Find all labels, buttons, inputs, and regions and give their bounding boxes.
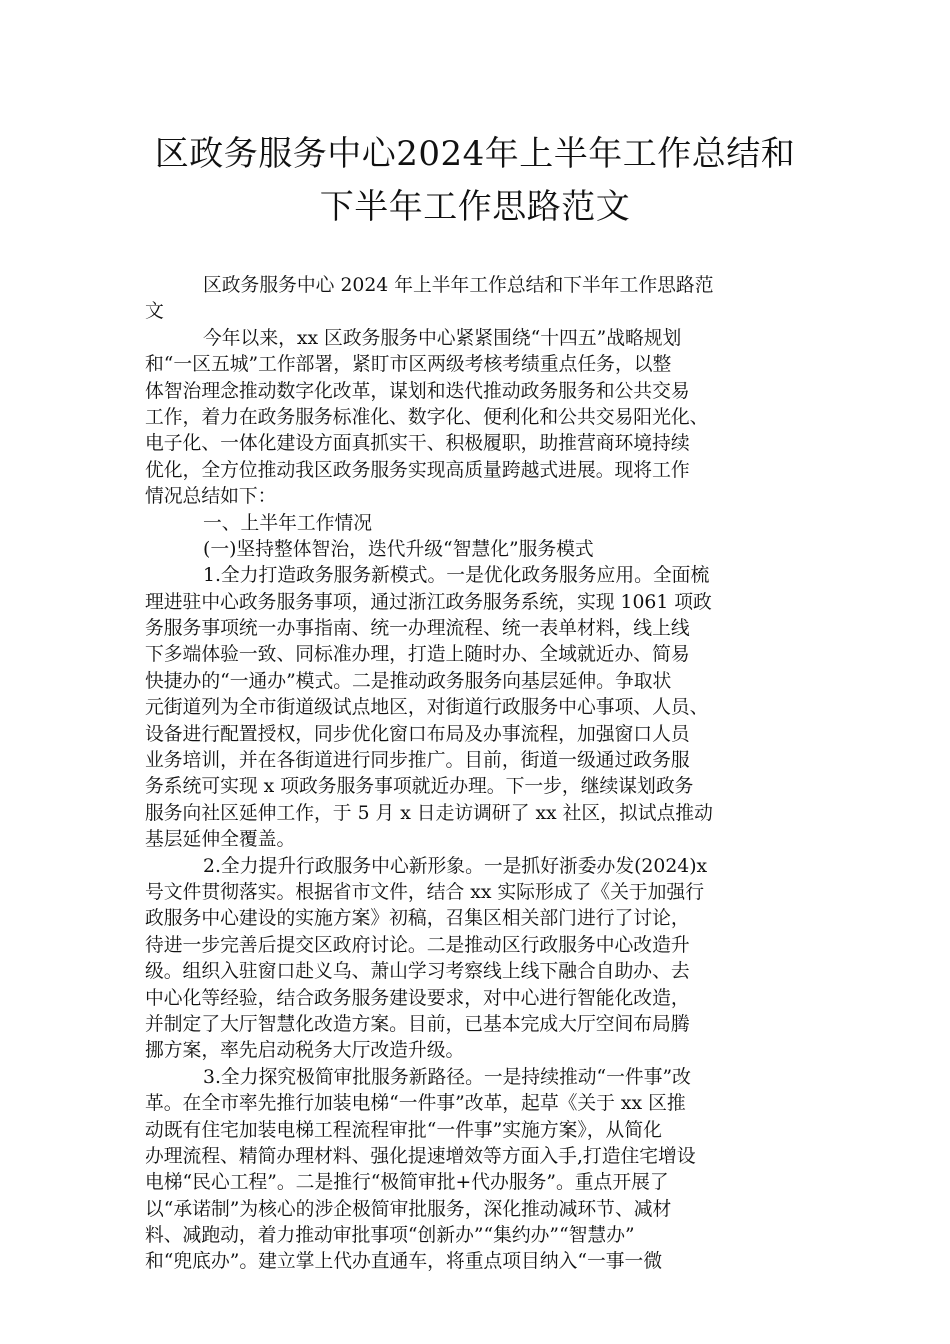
body-line: 电梯“民心工程”。二是推行“极简审批+代办服务”。重点开展了: [145, 1172, 669, 1194]
title-line-1: 区政务服务中心2024年上半年工作总结和: [154, 134, 796, 174]
body-line: 2.全力提升行政服务中心新形象。一是抓好浙委办发(2024)x: [203, 855, 708, 877]
body-line: 和“兜底办”。建立掌上代办直通车，将重点项目纳入“一事一微: [145, 1251, 663, 1273]
body-line: 元街道列为全市街道级试点地区，对街道行政服务中心事项、人员、: [145, 697, 709, 719]
body-line: 中心化等经验，结合政务服务建设要求，对中心进行智能化改造，: [145, 987, 690, 1009]
body-line: 1.全力打造政务服务新模式。一是优化政务服务应用。全面梳: [203, 565, 710, 587]
body-line: 一、上半年工作情况: [203, 512, 373, 534]
body-line: 动既有住宅加装电梯工程流程审批“一件事”实施方案》，从简化: [145, 1119, 662, 1141]
body-line: 以“承诺制”为核心的涉企极简审批服务，深化推动减环节、减材: [145, 1198, 672, 1220]
body-line: 务系统可实现 x 项政务服务事项就近办理。下一步，继续谋划政务: [145, 776, 694, 798]
body-line: 待进一步完善后提交区政府讨论。二是推动区行政服务中心改造升: [145, 934, 690, 956]
document-body: [145, 273, 807, 1276]
title-line-2: 下半年工作思路范文: [319, 187, 631, 227]
body-line: 挪方案，率先启动税务大厅改造升级。: [145, 1040, 465, 1062]
body-line: 优化，全方位推动我区政务服务实现高质量跨越式进展。现将工作: [145, 459, 690, 481]
body-line: 政服务中心建设的实施方案》初稿，召集区相关部门进行了讨论，: [145, 908, 690, 930]
body-line: 3.全力探究极简审批服务新路径。一是持续推动“一件事”改: [203, 1066, 691, 1088]
body-line: 和“一区五城”工作部署，紧盯市区两级考核考绩重点任务，以整: [145, 354, 672, 376]
body-line: 基层延伸全覆盖。: [145, 829, 296, 851]
body-line: 文: [145, 301, 164, 323]
body-line: 并制定了大厅智慧化改造方案。目前，已基本完成大厅空间布局腾: [145, 1013, 690, 1035]
document-title: [120, 128, 830, 234]
body-line: 号文件贯彻落实。根据省市文件，结合 xx 实际形成了《关于加强行: [145, 881, 704, 903]
body-line: 下多端体验一致、同标准办理，打造上随时办、全域就近办、简易: [145, 644, 690, 666]
body-line: 料、减跑动，着力推动审批事项“创新办”“集约办”“智慧办”: [145, 1225, 635, 1247]
body-line: 区政务服务中心 2024 年上半年工作总结和下半年工作思路范: [203, 275, 714, 296]
body-line: 革。在全市率先推行加装电梯“一件事”改革，起草《关于 xx 区推: [145, 1093, 686, 1115]
body-line: 务服务事项统一办事指南、统一办理流程、统一表单材料，线上线: [145, 618, 690, 640]
body-line: 工作，着力在政务服务标准化、数字化、便利化和公共交易阳光化、: [145, 406, 709, 428]
body-line: 理进驻中心政务服务事项，通过浙江政务服务系统，实现 1061 项政: [145, 591, 712, 613]
body-line: (一)坚持整体智治，迭代升级“智慧化”服务模式: [203, 538, 594, 560]
body-line: 业务培训，并在各街道进行同步推广。目前，街道一级通过政务服: [145, 750, 690, 772]
body-line: 办理流程、精简办理材料、强化提速增效等方面入手,打造住宅增设: [145, 1145, 696, 1167]
body-line: 今年以来，xx 区政务服务中心紧紧围绕“十四五”战略规划: [203, 327, 682, 349]
body-line: 电子化、一体化建设方面真抓实干、积极履职，助推营商环境持续: [145, 433, 690, 455]
body-line: 服务向社区延伸工作，于 5 月 x 日走访调研了 xx 社区，拟试点推动: [145, 802, 713, 824]
body-line: 设备进行配置授权，同步优化窗口布局及办事流程，加强窗口人员: [145, 723, 690, 745]
body-line: 体智治理念推动数字化改革，谋划和迭代推动政务服务和公共交易: [145, 380, 690, 402]
body-line: 情况总结如下：: [145, 486, 277, 508]
body-line: 级。组织入驻窗口赴义乌、萧山学习考察线上线下融合自助办、去: [145, 961, 690, 983]
body-line: 快捷办的“一通办”模式。二是推动政务服务向基层延伸。争取状: [145, 670, 672, 692]
